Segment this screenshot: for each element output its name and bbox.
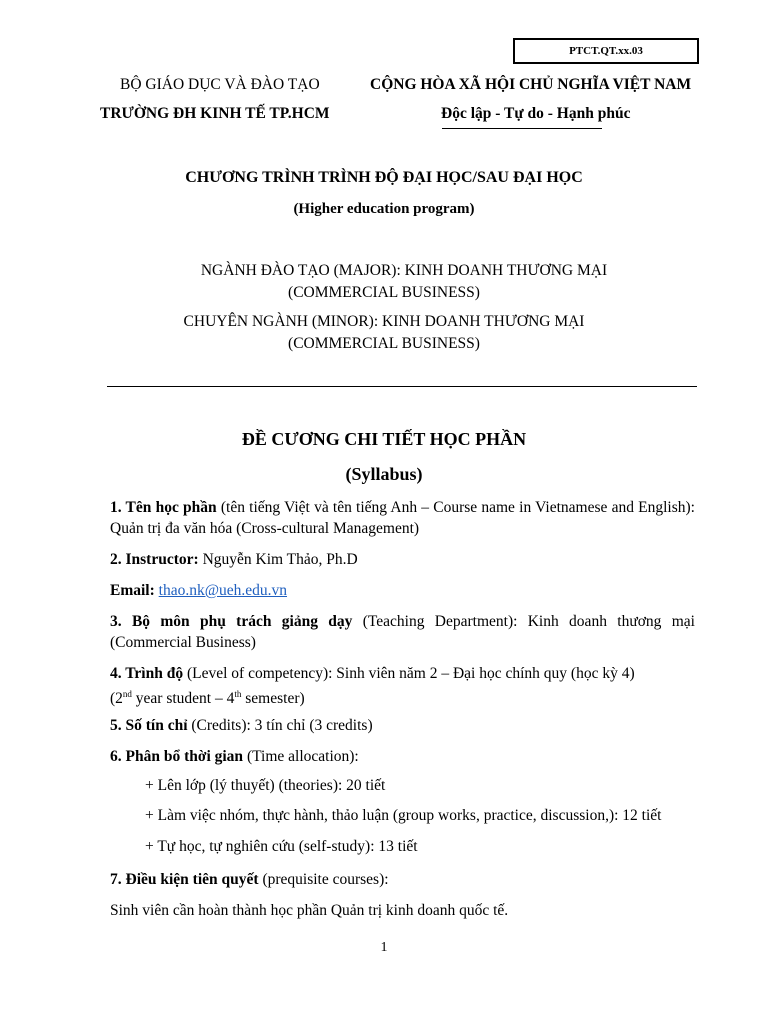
motto-underline: [442, 128, 602, 129]
republic-name: CỘNG HÒA XÃ HỘI CHỦ NGHĨA VIỆT NAM: [370, 76, 692, 93]
prerequisite-label: 7. Điều kiện tiên quyết: [110, 871, 259, 888]
department-item: [110, 611, 695, 653]
time-item-selfstudy: + Tự học, tự nghiên cứu (self-study): 13 tiết: [145, 838, 418, 855]
ministry-name: BỘ GIÁO DỤC VÀ ĐÀO TẠO: [120, 76, 320, 93]
minor-english: (COMMERCIAL BUSINESS): [288, 335, 480, 352]
document-code: PTCT.QT.xx.03: [569, 45, 643, 57]
syllabus-subtitle: (Syllabus): [345, 464, 423, 484]
department-text: (Teaching Department): Kinh doanh thương mại (Commercial Business): [110, 613, 695, 651]
program-subtitle: (Higher education program): [293, 201, 475, 217]
level-english-b: year student – 4: [131, 690, 235, 707]
instructor-name: Nguyễn Kim Thảo, Ph.D: [198, 551, 358, 568]
level-label: 4. Trình độ: [110, 665, 184, 682]
prerequisite-text: (prequisite courses):: [258, 871, 389, 888]
program-title: CHƯƠNG TRÌNH TRÌNH ĐỘ ĐẠI HỌC/SAU ĐẠI HỌC: [185, 169, 583, 186]
prerequisite-detail: Sinh viên cần hoàn thành học phần Quản trị kinh doanh quốc tế.: [110, 902, 509, 919]
level-sup-th: th: [234, 689, 242, 699]
credits-label: 5. Số tín chỉ: [110, 717, 188, 734]
level-english-c: semester): [241, 690, 305, 707]
major-english: (COMMERCIAL BUSINESS): [288, 284, 480, 301]
university-name: TRƯỜNG ĐH KINH TẾ TP.HCM: [100, 105, 330, 122]
time-allocation-label: 6. Phân bổ thời gian: [110, 748, 244, 765]
time-item-theory: + Lên lớp (lý thuyết) (theories): 20 tiết: [145, 777, 386, 794]
credits-text: (Credits): 3 tín chỉ (3 credits): [187, 717, 373, 734]
level-item: [110, 663, 695, 709]
level-english-a: (2: [110, 690, 123, 707]
email-link[interactable]: thao.nk@ueh.edu.vn: [158, 582, 288, 599]
major-line: NGÀNH ĐÀO TẠO (MAJOR): KINH DOANH THƯƠNG MẠI: [200, 262, 608, 279]
level-text: (Level of competency): Sinh viên năm 2 – Đại học chính quy (học kỳ 4): [183, 665, 635, 682]
department-label: 3. Bộ môn phụ trách giảng dạy: [110, 613, 353, 630]
document-code-box: [513, 38, 699, 64]
instructor-item: [110, 549, 695, 570]
time-allocation-text: (Time allocation):: [243, 748, 359, 765]
time-allocation-item: [110, 746, 695, 767]
national-motto: Độc lập - Tự do - Hạnh phúc: [441, 105, 631, 122]
course-name-text: (tên tiếng Việt và tên tiếng Anh – Course name in Vietnamese and English): Quản trị đa văn hóa (Cross-cultural Management): [110, 499, 695, 537]
time-item-groupwork: + Làm việc nhóm, thực hành, thảo luận (group works, practice, discussion,): 12 tiết: [145, 807, 662, 824]
instructor-label: 2. Instructor:: [110, 551, 199, 568]
credits-item: [110, 715, 695, 736]
level-sup-nd: nd: [122, 689, 132, 699]
prerequisite-item: [110, 869, 695, 890]
page-number: 1: [380, 940, 388, 955]
minor-line: CHUYÊN NGÀNH (MINOR): KINH DOANH THƯƠNG MẠI: [183, 313, 585, 330]
email-label: Email:: [110, 582, 155, 599]
course-name-label: 1. Tên học phần: [110, 499, 217, 516]
course-name-item: [110, 497, 695, 539]
section-divider: [107, 386, 697, 387]
email-item: [110, 580, 695, 601]
syllabus-title: ĐỀ CƯƠNG CHI TIẾT HỌC PHẦN: [241, 429, 527, 449]
